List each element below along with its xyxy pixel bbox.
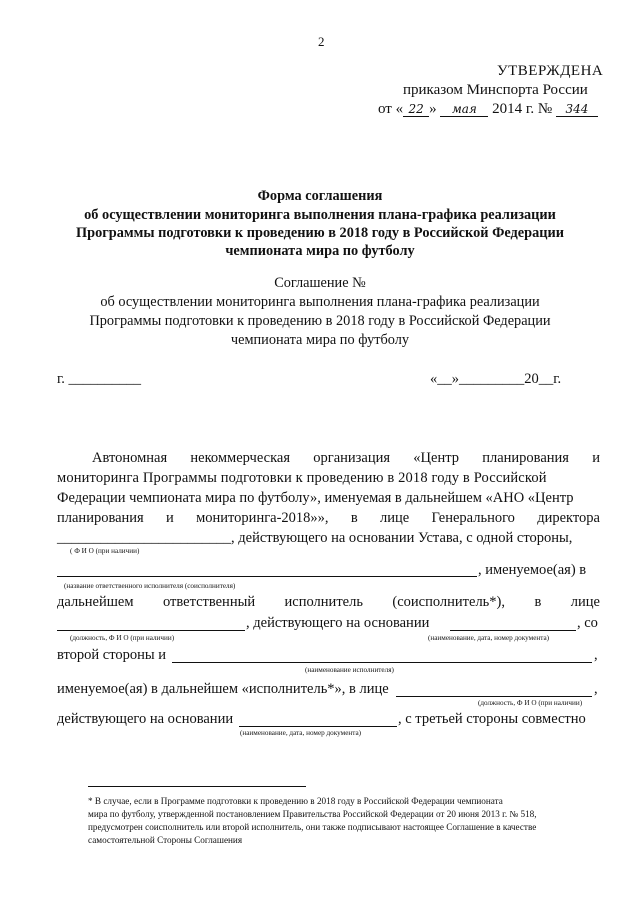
form-title-line-2: об осуществлении мониторинга выполнения плана-графика реализации <box>84 207 556 223</box>
approval-number: 344 <box>556 102 598 117</box>
page-number: 2 <box>318 34 325 49</box>
body-word: организация <box>313 450 391 466</box>
body-word: в <box>534 594 542 610</box>
approval-date-prefix: от « <box>378 101 404 117</box>
body-word: (соисполнитель*), <box>392 594 505 610</box>
footnote-separator <box>88 786 306 787</box>
body-line-1 <box>92 450 600 467</box>
body-word: планирования <box>482 450 569 466</box>
body-line-9-end: , <box>594 647 598 663</box>
approval-date-mid: » <box>429 101 437 117</box>
body-word: в <box>350 510 358 526</box>
footnote-line-1: * В случае, если в Программе подготовки к проведению в 2018 году в Российской Федерации чемпионата <box>88 796 503 806</box>
form-title-line-1: Форма соглашения <box>257 188 383 204</box>
body-line-10-end: , <box>594 681 598 697</box>
caption-position-2: (должность, Ф И О (при наличии) <box>478 699 583 707</box>
executor-document-blank <box>239 726 397 727</box>
approval-date <box>378 101 598 118</box>
approval-month: мая <box>440 102 488 117</box>
approval-title: УТВЕРЖДЕНА <box>497 63 604 79</box>
body-line-9-start: второй стороны и <box>57 647 166 663</box>
body-line-10-start: именуемое(ая) в дальнейшем «исполнитель*», в лице <box>57 681 389 697</box>
body-line-8-mid: , действующего на основании <box>246 615 430 631</box>
body-word: Генерального <box>431 510 515 526</box>
body-line-6-end: , именуемое(ая) в <box>478 562 587 578</box>
responsible-executor-blank <box>57 576 477 577</box>
body-word: и <box>166 510 174 526</box>
approval-order: приказом Минспорта России <box>403 82 588 98</box>
body-line-5: ________________________, действующего на основании Устава, с одной стороны, <box>57 530 573 546</box>
date-field: «__»_________20__г. <box>430 371 562 387</box>
body-word: и <box>592 450 600 466</box>
caption-position: (должность, Ф И О (при наличии) <box>70 634 175 642</box>
approval-day: 22 <box>403 102 429 117</box>
footnote-line-3: предусмотрен соисполнитель или второй исполнитель, они также подписывают настоящее Соглашение в качестве <box>88 822 537 832</box>
body-word: директора <box>537 510 600 526</box>
body-word: некоммерческая <box>190 450 291 466</box>
body-word: ответственный <box>162 594 256 610</box>
form-title-line-4: чемпионата мира по футболу <box>225 243 415 259</box>
body-word: лице <box>380 510 410 526</box>
agreement-title-line-3: Программы подготовки к проведению в 2018 году в Российской Федерации <box>89 313 551 329</box>
body-line-2: мониторинга Программы подготовки к проведению в 2018 году в Российской <box>57 470 547 486</box>
body-line-11-end: , с третьей стороны совместно <box>398 711 586 727</box>
position-fio-blank <box>57 630 245 631</box>
footnote-line-4: самостоятельной Стороны Соглашения <box>88 835 243 845</box>
caption-fio: ( Ф И О (при наличии) <box>70 547 140 555</box>
body-line-4 <box>57 510 600 527</box>
body-line-3: Федерации чемпионата мира по футболу», именуемая в дальнейшем «АНО «Центр <box>57 490 574 506</box>
caption-responsible: (название ответственного исполнителя (соисполнителя) <box>64 582 236 590</box>
body-word: Автономная <box>92 450 168 466</box>
body-line-7 <box>57 594 600 611</box>
agreement-title-line-4: чемпионата мира по футболу <box>230 332 410 348</box>
body-line-11-start: действующего на основании <box>57 711 234 727</box>
executor-position-blank <box>396 696 592 697</box>
agreement-title-line-1: Соглашение № <box>274 275 366 291</box>
body-line-8-end: , со <box>577 615 598 631</box>
body-word: «Центр <box>413 450 459 466</box>
body-word: лице <box>570 594 600 610</box>
caption-document-2: (наименование, дата, номер документа) <box>240 729 362 737</box>
body-word: мониторинга-2018»», <box>196 510 329 526</box>
body-word: дальнейшем <box>57 594 134 610</box>
caption-executor: (наименование исполнителя) <box>305 666 394 674</box>
document-blank <box>450 630 576 631</box>
body-word: исполнитель <box>284 594 363 610</box>
body-word: планирования <box>57 510 144 526</box>
footnote-line-2: мира по футболу, утвержденной постановлением Правительства Российской Федерации от 20 июня 2013 г. № 518, <box>88 809 537 819</box>
caption-document: (наименование, дата, номер документа) <box>428 634 550 642</box>
agreement-title-line-2: об осуществлении мониторинга выполнения плана-графика реализации <box>100 294 540 310</box>
executor-blank <box>172 662 592 663</box>
approval-year: 2014 г. № <box>492 101 553 117</box>
place-field: г. __________ <box>57 371 142 387</box>
form-title-line-3: Программы подготовки к проведению в 2018 году в Российской Федерации <box>76 225 564 241</box>
